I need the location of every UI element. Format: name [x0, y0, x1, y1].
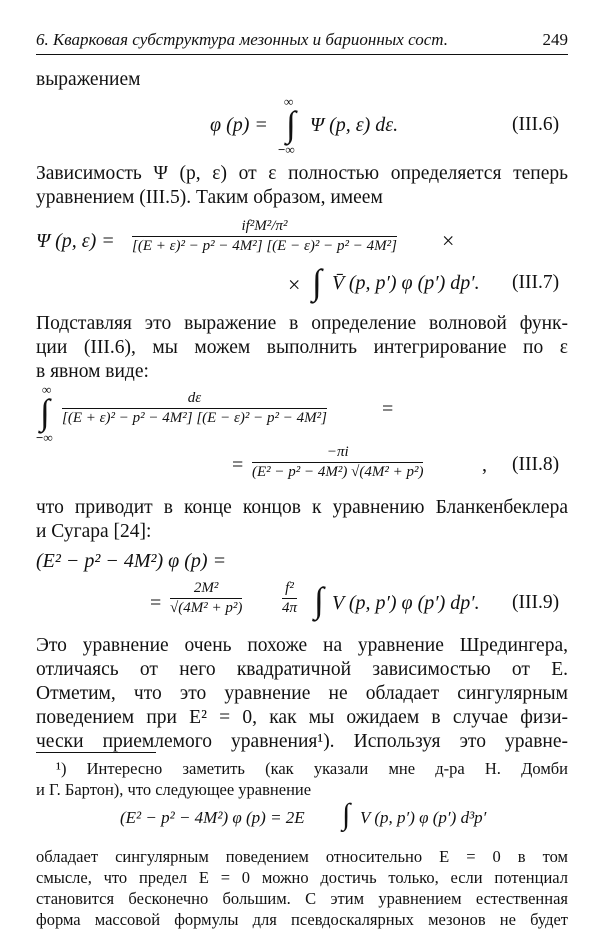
eq6-lhs: φ (p) = — [210, 114, 268, 136]
eq8-frac2-numerator: −πi — [252, 444, 423, 463]
eq8-frac2-denominator: (E² − p² − 4M²) √(4M² + p²) — [252, 464, 424, 480]
para-4-line-2: и Сугара [24]: — [36, 521, 152, 542]
eq8-frac-numerator: dε — [62, 390, 327, 409]
eq8-integral: ∫ — [40, 392, 50, 432]
eq9-frac1-numerator: 2M² — [170, 580, 242, 599]
footnote-line-6: форма массовой формулы для псевдоскалярных мезонов не будет — [36, 910, 568, 929]
eq7-times-2: × — [288, 272, 301, 297]
eq8-upper-limit: ∞ — [42, 382, 52, 397]
eq8-fraction — [62, 390, 327, 427]
running-header — [36, 30, 568, 50]
para-2-line-2: уравнением (III.5). Таким образом, имеем — [36, 187, 383, 208]
equation-III-9-line-1: (E² − p² − 4M²) φ (p) = — [36, 550, 227, 572]
eq8-comma: , — [482, 454, 487, 476]
eq8-fraction-2 — [252, 444, 423, 481]
eq8-number: (III.8) — [512, 454, 560, 475]
page-number: 249 — [542, 30, 568, 49]
eq8-frac-denominator: [(E + ε)² − p² − 4M²] [(E − ε)² − p² − 4M²] — [62, 410, 327, 426]
para-5-line-1: Это уравнение очень похоже на уравнение Шредингера, — [36, 635, 568, 656]
eq9-number: (III.9) — [512, 592, 560, 613]
eq9-rhs: V (p, p′) φ (p′) dp′. — [332, 592, 480, 614]
eq9-frac2-numerator: f² — [282, 580, 297, 599]
eq8-equals-2: = — [232, 454, 244, 476]
eq6-lower-limit: −∞ — [278, 142, 295, 157]
footnote-eq-lhs: (E² − p² − 4M²) φ (p) = 2E — [120, 808, 305, 827]
eq6-number: (III.6) — [512, 114, 560, 135]
eq9-fraction-1 — [170, 580, 242, 617]
footnote-line-2: и Г. Бартон), что следующее уравнение — [36, 780, 312, 799]
footnote-line-5: становится бесконечно большим. С этим уравнением естественная — [36, 889, 568, 908]
eq9-frac2-denominator: 4π — [282, 600, 298, 616]
para-5-line-5: чески приемлемого уравнения¹). Используя это уравне- — [36, 731, 568, 752]
para-5-line-3: Отметим, что это уравнение не обладает сингулярным — [36, 683, 568, 704]
para-3-line-1: Подставляя это выражение в определение волновой функ- — [36, 313, 568, 334]
para-2-line-1: Зависимость Ψ (p, ε) от ε полностью определяется теперь — [36, 163, 568, 184]
eq7-integral: ∫ — [312, 262, 322, 302]
footnote-line-1: ¹) Интересно заметить (как указали мне д-ра Н. Домби — [56, 759, 568, 778]
eq6-integral: ∫ — [286, 104, 296, 144]
eq8-lower-limit: −∞ — [36, 430, 53, 445]
eq8-equals-1: = — [382, 398, 394, 420]
footnote-eq-integral: ∫ — [342, 798, 351, 831]
header-rule — [36, 54, 568, 55]
eq9-integral: ∫ — [314, 580, 324, 620]
eq7-rhs: V̄ (p, p′) φ (p′) dp′. — [332, 272, 480, 294]
eq7-frac-denominator: [(E + ε)² − p² − 4M²] [(E − ε)² − p² − 4M²] — [132, 238, 397, 254]
para-3-line-2: ции (III.6), мы можем выполнить интегрирование по ε — [36, 337, 568, 358]
eq6-rhs: Ψ (p, ε) dε. — [310, 114, 399, 136]
para-1: выражением — [36, 69, 141, 90]
eq9-equals: = — [150, 592, 162, 614]
footnote-line-3: обладает сингулярным поведением относительно E = 0 в том — [36, 847, 568, 866]
eq7-times: × — [442, 228, 455, 253]
eq7-frac-numerator: if²M²/π² — [132, 218, 397, 237]
para-4-line-1: что приводит в конце концов к уравнению Бланкенбеклера — [36, 497, 568, 518]
eq7-number: (III.7) — [512, 272, 560, 293]
para-5-line-2: отличаясь от него квадратичной зависимостью от E. — [36, 659, 568, 680]
eq7-fraction — [132, 218, 397, 255]
footnote-rule — [36, 752, 156, 753]
eq6-upper-limit: ∞ — [284, 94, 294, 109]
eq9-frac1-denominator: √(4M² + p²) — [170, 600, 243, 616]
eq7-lhs: Ψ (p, ε) = — [36, 230, 115, 252]
para-3-line-3: в явном виде: — [36, 361, 149, 382]
footnote-line-4: смысле, что предел E = 0 можно достичь только, если потенциал — [36, 868, 568, 887]
eq9-fraction-2 — [282, 580, 297, 617]
para-5-line-4: поведением при E² = 0, как мы ожидаем в случае физи- — [36, 707, 568, 728]
running-title: 6. Кварковая субструктура мезонных и барионных сост. — [36, 30, 449, 49]
footnote-eq-rhs: V (p, p′) φ (p′) d³p′ — [360, 808, 487, 827]
